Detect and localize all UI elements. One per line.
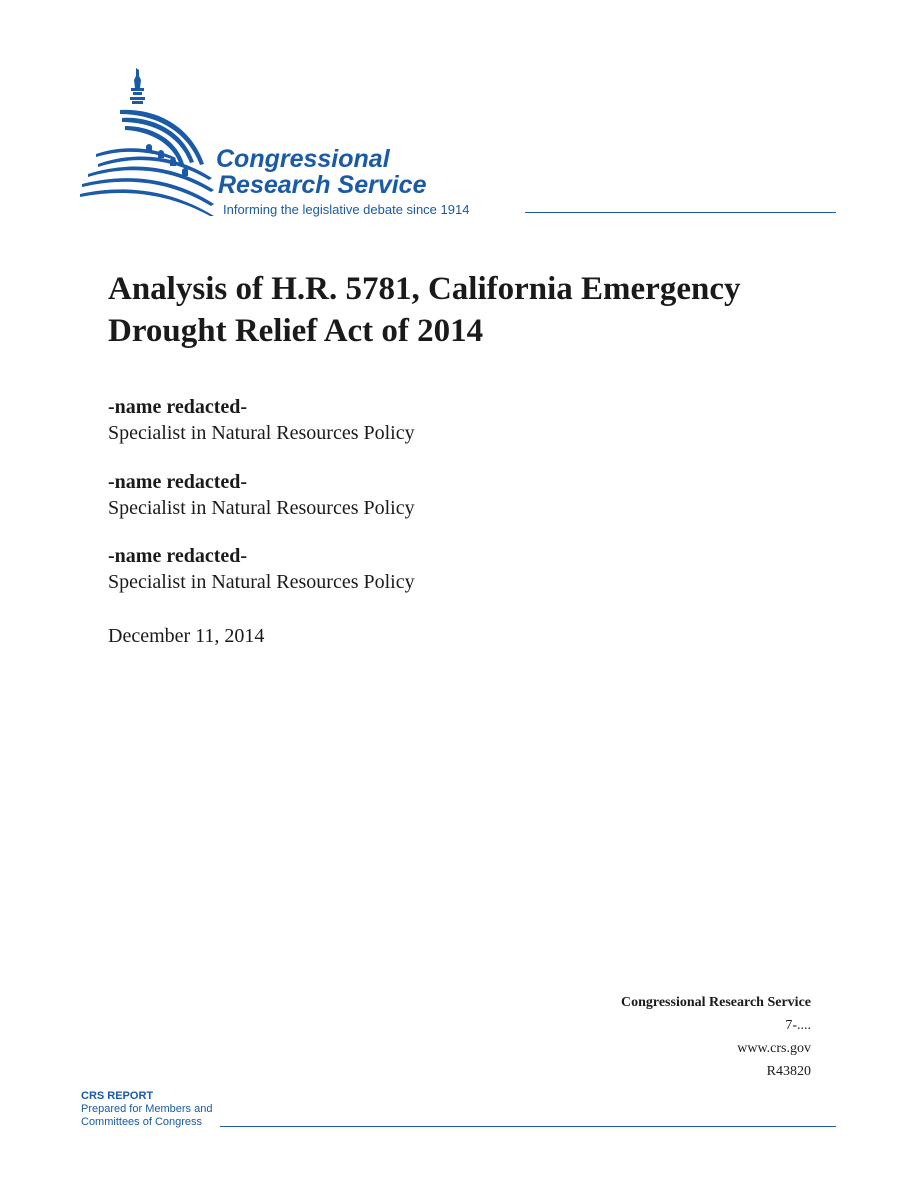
capitol-dome-icon bbox=[78, 66, 228, 216]
report-number: R43820 bbox=[766, 1064, 811, 1079]
prepared-line2: Committees of Congress bbox=[81, 1116, 203, 1128]
prepared-line1: Prepared for Members and bbox=[81, 1103, 213, 1115]
author-name: -name redacted- bbox=[108, 471, 248, 493]
footer-rule bbox=[220, 1126, 836, 1127]
tagline-rule bbox=[525, 212, 836, 213]
author-name: -name redacted- bbox=[108, 396, 248, 418]
author-block bbox=[108, 543, 415, 595]
brand-name-line1: Congressional bbox=[216, 145, 390, 173]
report-type: CRS REPORT bbox=[81, 1090, 154, 1102]
footer-website: www.crs.gov bbox=[737, 1041, 811, 1056]
author-block bbox=[108, 394, 415, 446]
author-name: -name redacted- bbox=[108, 545, 248, 567]
document-title: Analysis of H.R. 5781, California Emergency Drought Relief Act of 2014 bbox=[108, 271, 741, 349]
document-date: December 11, 2014 bbox=[108, 625, 265, 647]
footer-code: 7-.... bbox=[785, 1018, 811, 1033]
footer-info bbox=[621, 991, 811, 1083]
author-role: Specialist in Natural Resources Policy bbox=[108, 497, 415, 519]
crs-report-label bbox=[81, 1090, 212, 1129]
footer-org: Congressional Research Service bbox=[620, 995, 811, 1010]
author-role: Specialist in Natural Resources Policy bbox=[108, 571, 415, 593]
author-role: Specialist in Natural Resources Policy bbox=[108, 422, 415, 444]
tagline: Informing the legislative debate since 1914 bbox=[223, 202, 470, 217]
brand-name-line2: Research Service bbox=[218, 171, 427, 199]
author-block bbox=[108, 469, 415, 521]
